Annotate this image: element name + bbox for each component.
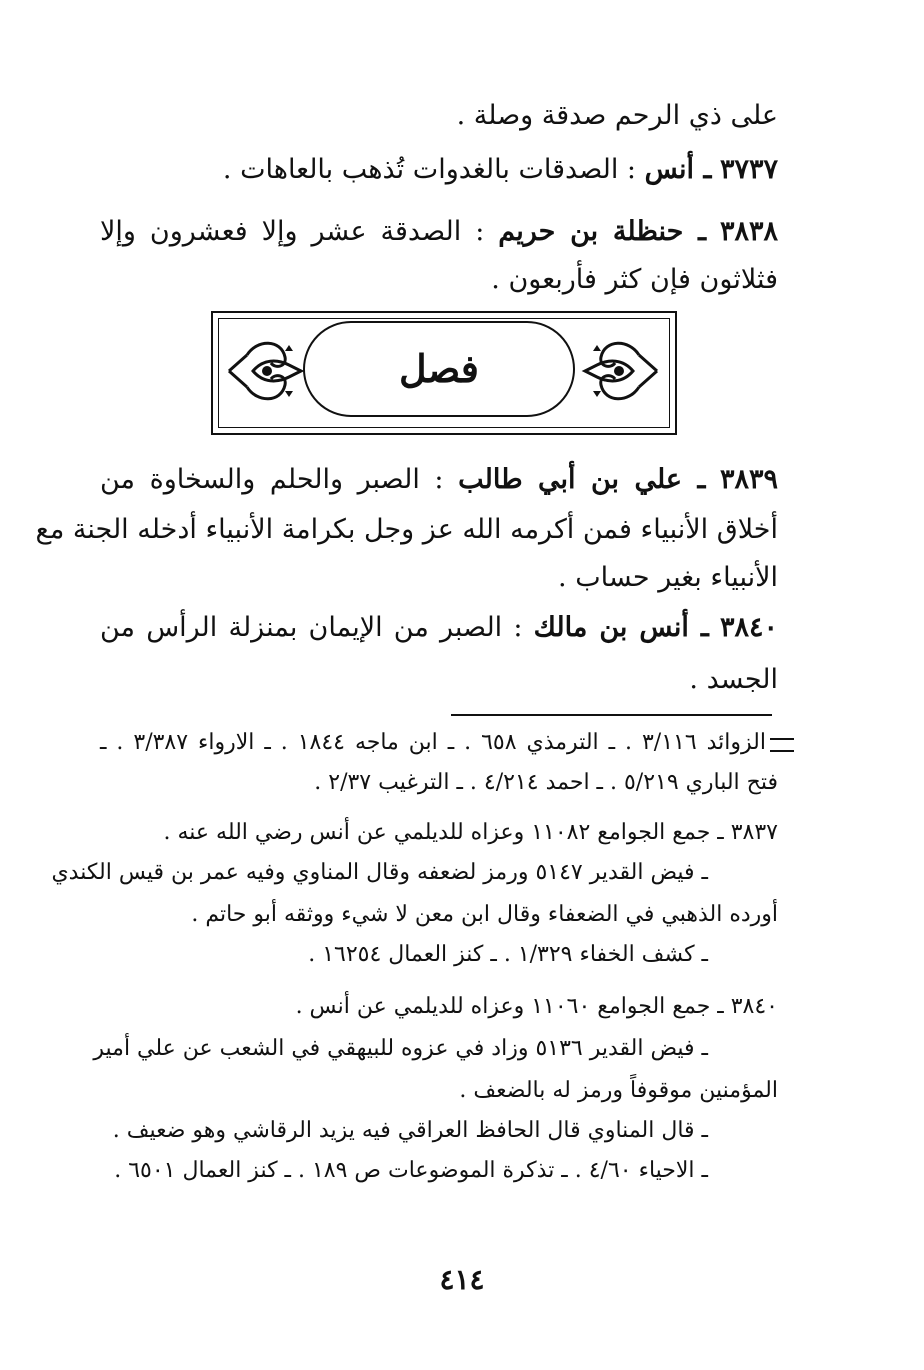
footnote-line: فتح الباري ٥/٢١٩ . ـ احمد ٤/٢١٤ . ـ الترغيب ٢/٣٧ . <box>314 770 778 795</box>
footnote-line: ـ كشف الخفاء ١/٣٢٩ . ـ كنز العمال ١٦٢٥٤ . <box>308 942 708 967</box>
text-line <box>457 96 778 136</box>
section-title: فصل <box>399 346 479 391</box>
hadith-number: ٣٨٣٨ <box>719 216 778 247</box>
hadith-3840: ٣٨٤٠ ـ أنس بن مالك : الصبر من الإيمان بمنزلة الرأس من <box>100 612 778 643</box>
hadith-narrator: أنس <box>644 154 695 185</box>
hadith-text: : الصبر والحلم والسخاوة من <box>100 464 444 495</box>
arabesque-ornament-icon <box>223 329 307 413</box>
footnote-line: ٣٨٣٧ ـ جمع الجوامع ١١٠٨٢ وعزاه للديلمي عن أنس رضي الله عنه . <box>163 820 778 845</box>
page-number: ٤١٤ <box>439 1263 485 1296</box>
footnote-line: ـ فيض القدير ٥١٣٦ وزاد في عزوه للبيهقي في الشعب عن علي أمير <box>93 1036 708 1061</box>
text-span: فثلاثون فإن كثر فأربعون . <box>491 264 778 295</box>
hadith-narrator: أنس بن مالك <box>533 612 689 643</box>
footnote-separator <box>451 714 772 716</box>
hadith-number: ٣٧٣٧ <box>719 154 778 185</box>
hadith-3839: ٣٨٣٩ ـ علي بن أبي طالب : الصبر والحلم والسخاوة من <box>100 464 778 495</box>
hadith-3840-continuation <box>689 660 778 700</box>
hadith-narrator: حنظلة بن حريم <box>498 216 684 247</box>
footnote-line: الزوائد ٣/١١٦ . ـ الترمذي ٦٥٨ . ـ ابن ماجه ١٨٤٤ . ـ الارواء ٣/٣٨٧ . ـ <box>100 730 766 755</box>
text-span: على ذي الرحم صدقة وصلة . <box>456 100 778 131</box>
hadith-3737: ٣٧٣٧ ـ أنس : الصدقات بالغدوات تُذهب بالعاهات . <box>222 154 778 185</box>
footnote-line: أورده الذهبي في الضعفاء وقال ابن معن لا شيء ووثقه أبو حاتم . <box>191 902 778 927</box>
section-heading-frame <box>211 311 677 435</box>
footnote-line: ـ قال المناوي قال الحافظ العراقي فيه يزيد الرقاشي وهو ضعيف . <box>112 1118 708 1143</box>
hadith-3838-continuation <box>491 260 778 300</box>
footnote-line: ـ الاحياء ٤/٦٠ . ـ تذكرة الموضوعات ص ١٨٩ . ـ كنز العمال ٦٥٠١ . <box>114 1158 708 1183</box>
hadith-text: : الصدقة عشر وإلا فعشرون وإلا <box>100 216 485 247</box>
arabesque-ornament-icon <box>579 329 663 413</box>
footnote-line: المؤمنين موقوفاً ورمز له بالضعف . <box>459 1078 778 1103</box>
section-title-oval <box>303 321 575 417</box>
text-span: الأنبياء بغير حساب . <box>558 562 778 593</box>
footnote-line: ٣٨٤٠ ـ جمع الجوامع ١١٠٦٠ وعزاه للديلمي عن أنس . <box>295 994 778 1019</box>
hadith-number: ٣٨٤٠ <box>719 612 778 643</box>
text-span: الجسد . <box>689 664 778 695</box>
hadith-number: ٣٨٣٩ <box>719 464 778 495</box>
hadith-3839-continuation <box>558 558 778 598</box>
footnote-line: ـ فيض القدير ٥١٤٧ ورمز لضعفه وقال المناوي وفيه عمر بن قيس الكندي <box>51 860 708 885</box>
text-span: أخلاق الأنبياء فمن أكرمه الله عز وجل بكرامة الأنبياء أدخله الجنة مع <box>35 514 778 545</box>
hadith-3838: ٣٨٣٨ ـ حنظلة بن حريم : الصدقة عشر وإلا فعشرون وإلا <box>100 216 778 247</box>
hadith-narrator: علي بن أبي طالب <box>458 464 683 495</box>
hadith-3839-continuation <box>35 510 778 550</box>
hadith-text: : الصدقات بالغدوات تُذهب بالعاهات . <box>222 154 637 185</box>
footnote-marker <box>770 738 794 752</box>
hadith-text: : الصبر من الإيمان بمنزلة الرأس من <box>100 612 523 643</box>
